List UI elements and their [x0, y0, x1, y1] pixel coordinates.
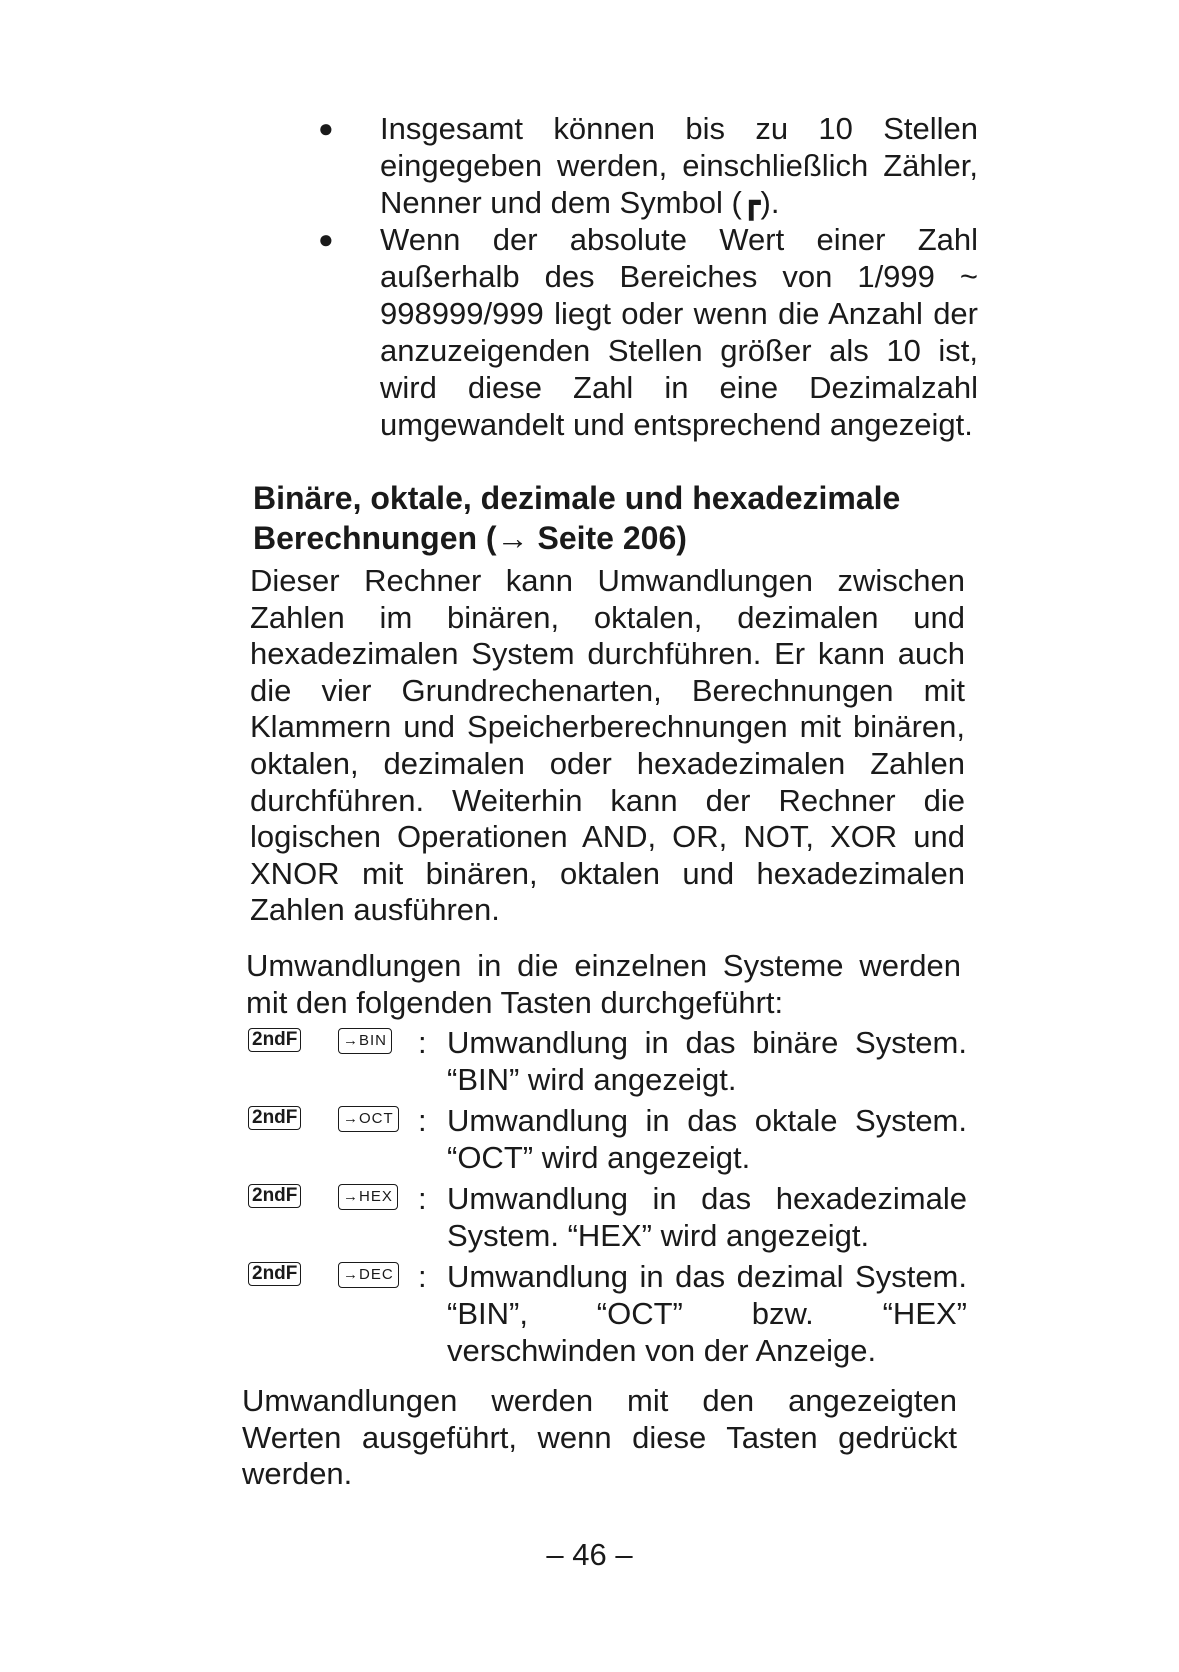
to-hex-key: →HEX	[338, 1184, 398, 1210]
to-dec-key: →DEC	[338, 1262, 399, 1288]
second-function-key: 2ndF	[248, 1184, 301, 1208]
key-description: Umwandlung in das binäre System. “BIN” wird angezeigt.	[447, 1025, 967, 1097]
separator: :	[418, 1103, 427, 1138]
separator: :	[418, 1181, 427, 1216]
key-row-hex	[248, 1180, 978, 1258]
to-oct-key: →OCT	[338, 1106, 399, 1132]
bullet-text: Insgesamt können bis zu 10 Stellen eingegeben werden, einschließlich Zähler, Nenner und dem Symbol (┏).	[380, 111, 978, 220]
bullet-item	[318, 221, 978, 443]
second-function-key: 2ndF	[248, 1106, 301, 1130]
intro-paragraph: Dieser Rechner kann Umwandlungen zwischen Zahlen im binären, oktalen, dezimalen und hexadezimalen System durchführen. Er kann auch die vier Grundrechenarten, Berechnungen mit Klammern und Speicherberechnungen mit binären, oktalen, dezimalen oder hexadezimalen Zahlen durchführen. Weiterhin kann der Rechner die logischen Operationen AND, OR, NOT, XOR und XNOR mit binären, oktalen und hexadezimalen Zahlen ausführen.	[250, 563, 965, 928]
keys-intro-paragraph: Umwandlungen in die einzelnen Systeme werden mit den folgenden Tasten durchgeführt:	[246, 948, 961, 1020]
second-function-key: 2ndF	[248, 1028, 301, 1052]
separator: :	[418, 1259, 427, 1294]
bullet-icon: ●	[318, 113, 334, 143]
bullet-item	[318, 110, 978, 221]
section-heading: Binäre, oktale, dezimale und hexadezimale Berechnungen (→ Seite 206)	[253, 480, 901, 556]
bullet-list	[318, 110, 978, 443]
key-conversion-list	[248, 1024, 978, 1376]
key-row-dec	[248, 1258, 978, 1376]
separator: :	[418, 1025, 427, 1060]
closing-paragraph: Umwandlungen werden mit den angezeigten Werten ausgeführt, wenn diese Tasten gedrückt werden.	[242, 1383, 957, 1492]
key-description: Umwandlung in das oktale System. “OCT” wird angezeigt.	[447, 1103, 967, 1175]
page-number: – 46 –	[546, 1537, 633, 1572]
key-row-oct	[248, 1102, 978, 1180]
key-row-bin	[248, 1024, 978, 1102]
second-function-key: 2ndF	[248, 1262, 301, 1286]
to-bin-key: →BIN	[338, 1028, 392, 1054]
key-description: Umwandlung in das hexadezimale System. “HEX” wird angezeigt.	[447, 1181, 967, 1253]
bullet-text: Wenn der absolute Wert einer Zahl außerhalb des Bereiches von 1/999 ~ 998999/999 liegt oder wenn die Anzahl der anzuzeigenden Stellen größer als 10 ist, wird diese Zahl in eine Dezimalzahl umgewandelt und entsprechend angezeigt.	[380, 222, 978, 442]
bullet-icon: ●	[318, 224, 334, 254]
key-description: Umwandlung in das dezimal System. “BIN”, “OCT” bzw. “HEX” verschwinden von der Anzeige.	[447, 1259, 967, 1368]
